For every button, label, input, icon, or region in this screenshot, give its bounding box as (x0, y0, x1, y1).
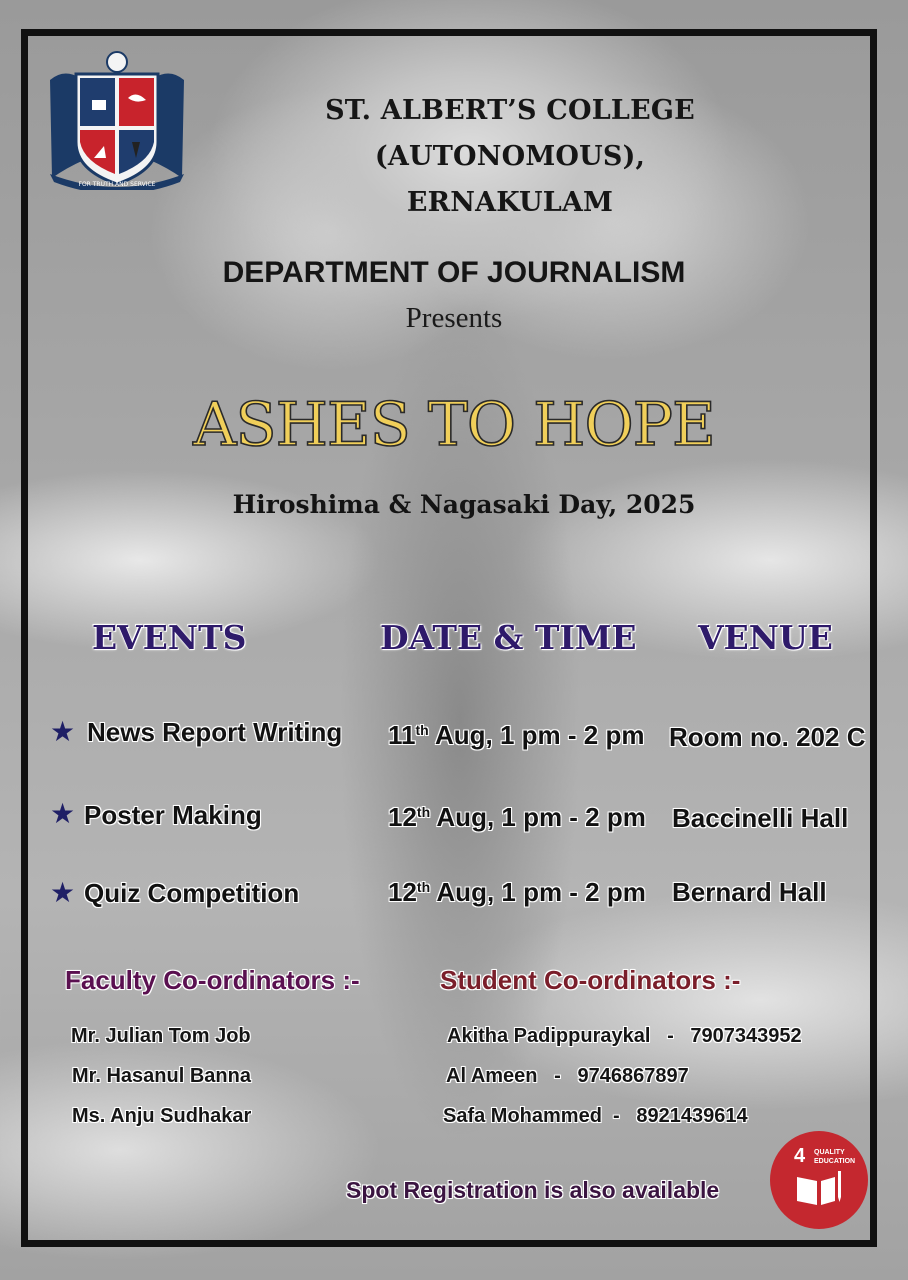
event-venue: Baccinelli Hall (672, 803, 849, 833)
faculty-coordinators-title: Faculty Co-ordinators :- (65, 965, 360, 995)
event-venue: Room no. 202 C (669, 722, 866, 752)
star-icon: ★ (50, 715, 76, 748)
student-coordinators-title: Student Co-ordinators :- (440, 965, 741, 995)
faculty-name: Mr. Hasanul Banna (72, 1065, 251, 1087)
venue-header: VENUE (698, 618, 833, 657)
presents-text: Presents (405, 302, 503, 334)
event-venue: Bernard Hall (672, 877, 827, 907)
event-datetime: 11th Aug, 1 pm - 2 pm (388, 720, 645, 750)
student-contact: Al Ameen - 9746867897 (446, 1065, 689, 1087)
college-crest-logo (44, 50, 190, 190)
event-name: Quiz Competition (84, 878, 300, 908)
student-contact: Akitha Padippuraykal - 7907343952 (447, 1025, 802, 1047)
college-name-line2: ERNAKULAM (406, 187, 614, 218)
star-icon: ★ (50, 797, 76, 830)
sdg-label: QUALITY EDUCATION (814, 1149, 856, 1165)
datetime-header: DATE & TIME (380, 618, 637, 657)
book-icon (795, 1169, 843, 1207)
college-name-line1: ST. ALBERT’S COLLEGE (AUTONOMOUS), (325, 95, 695, 172)
sdg-number: 4 (794, 1145, 806, 1167)
event-title: ASHES TO HOPE (193, 390, 715, 460)
department-name: DEPARTMENT OF JOURNALISM (222, 256, 686, 289)
events-header: EVENTS (92, 618, 247, 657)
faculty-name: Ms. Anju Sudhakar (72, 1105, 252, 1127)
event-name: Poster Making (84, 800, 262, 830)
event-datetime: 12th Aug, 1 pm - 2 pm (388, 802, 646, 832)
event-datetime: 12th Aug, 1 pm - 2 pm (388, 877, 646, 907)
college-name (190, 88, 830, 226)
event-subtitle: Hiroshima & Nagasaki Day, 2025 (232, 490, 696, 519)
event-name: News Report Writing (87, 717, 343, 747)
faculty-name: Mr. Julian Tom Job (71, 1025, 251, 1047)
star-icon: ★ (50, 876, 76, 909)
sdg-quality-education-badge (770, 1131, 868, 1229)
student-contact: Safa Mohammed - 8921439614 (443, 1105, 748, 1127)
crest-motto: FOR TRUTH AND SERVICE (78, 181, 156, 188)
spot-registration-note: Spot Registration is also available (346, 1177, 720, 1203)
